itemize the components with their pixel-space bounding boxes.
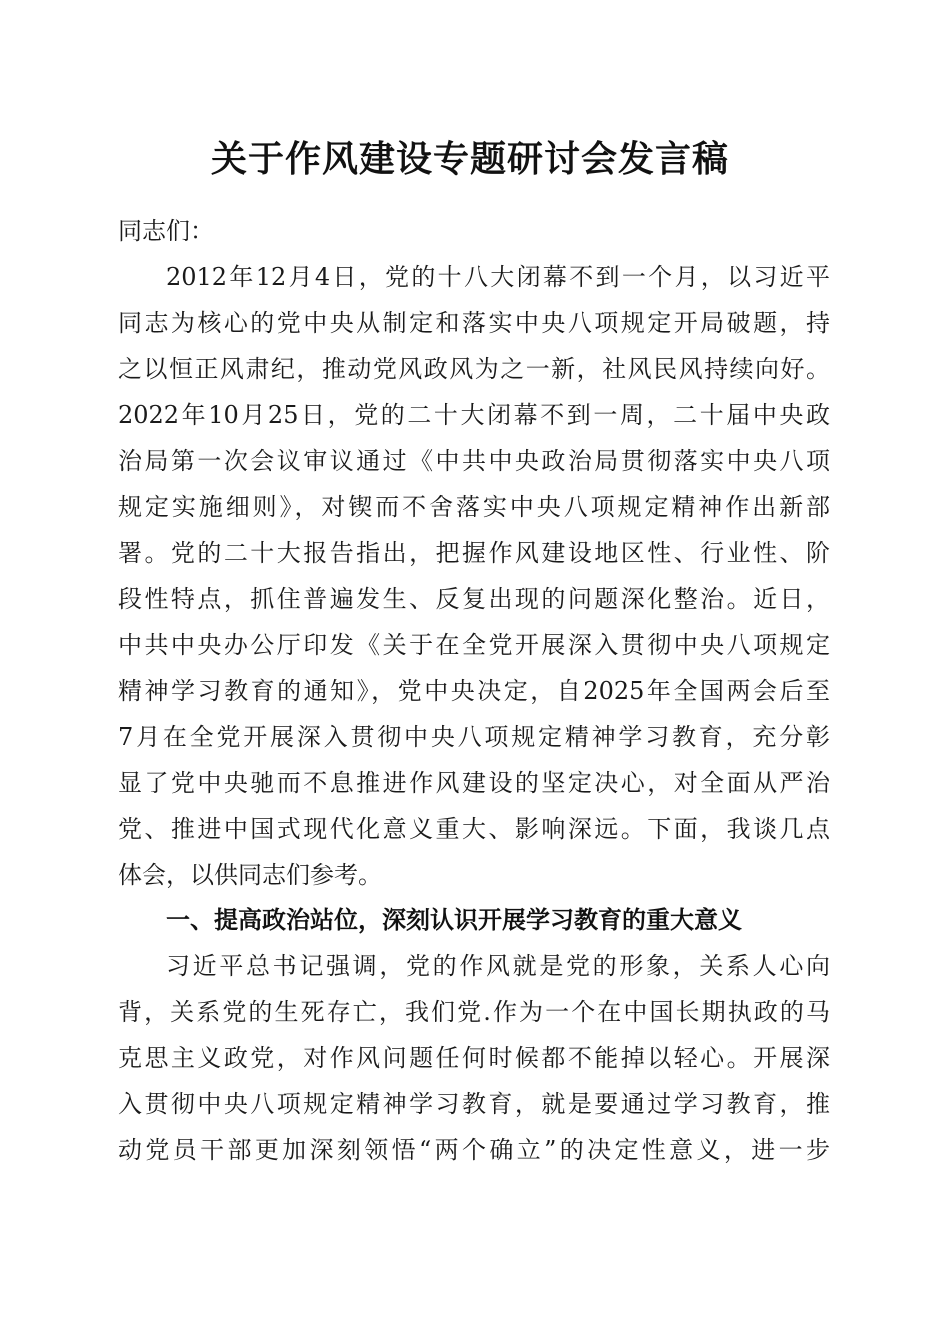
paragraph-line: 中共中央办公厅印发《关于在全党开展深入贯彻中央八项规定 [118,631,830,659]
paragraph-line: 入贯彻中央八项规定精神学习教育，就是要通过学习教育，推 [118,1090,830,1118]
section-heading-1: 一、提高政治站位，深刻认识开展学习教育的重大意义 [166,906,742,934]
paragraph-line: 背，关系党的生死存亡，我们党.作为一个在中国长期执政的马 [118,998,830,1026]
paragraph-line: 署。党的二十大报告指出，把握作风建设地区性、行业性、阶 [118,539,830,567]
paragraph-line: 治局第一次会议审议通过《中共中央政治局贯彻落实中央八项 [118,447,830,475]
paragraph-line: 体会，以供同志们参考。 [118,861,382,889]
paragraph-line: 同志为核心的党中央从制定和落实中央八项规定开局破题，持 [118,309,830,337]
salutation: 同志们： [118,217,214,245]
paragraph-line: 7月在全党开展深入贯彻中央八项规定精神学习教育，充分彰 [118,723,830,751]
paragraph-line: 精神学习教育的通知》，党中央决定，自2025年全国两会后至 [118,677,830,705]
paragraph-line: 段性特点，抓住普遍发生、反复出现的问题深化整治。近日， [118,585,830,613]
paragraph-line: 克思主义政党，对作风问题任何时候都不能掉以轻心。开展深 [118,1044,830,1072]
paragraph-line: 动党员干部更加深刻领悟“两个确立”的决定性意义，进一步 [118,1136,830,1164]
paragraph-line: 习近平总书记强调，党的作风就是党的形象，关系人心向 [166,952,830,980]
paragraph-1 [118,254,830,898]
paragraph-2 [118,943,830,1173]
document-title: 关于作风建设专题研讨会发言稿 [210,138,729,180]
paragraph-line: 2012年12月4日，党的十八大闭幕不到一个月，以习近平 [166,263,830,291]
paragraph-line: 2022年10月25日，党的二十大闭幕不到一周，二十届中央政 [118,401,830,429]
paragraph-line: 规定实施细则》，对锲而不舍落实中央八项规定精神作出新部 [118,493,830,521]
paragraph-line: 之以恒正风肃纪，推动党风政风为之一新，社风民风持续向好。 [118,355,830,383]
paragraph-line: 党、推进中国式现代化意义重大、影响深远。下面，我谈几点 [118,815,830,843]
paragraph-line: 显了党中央驰而不息推进作风建设的坚定决心，对全面从严治 [118,769,830,797]
